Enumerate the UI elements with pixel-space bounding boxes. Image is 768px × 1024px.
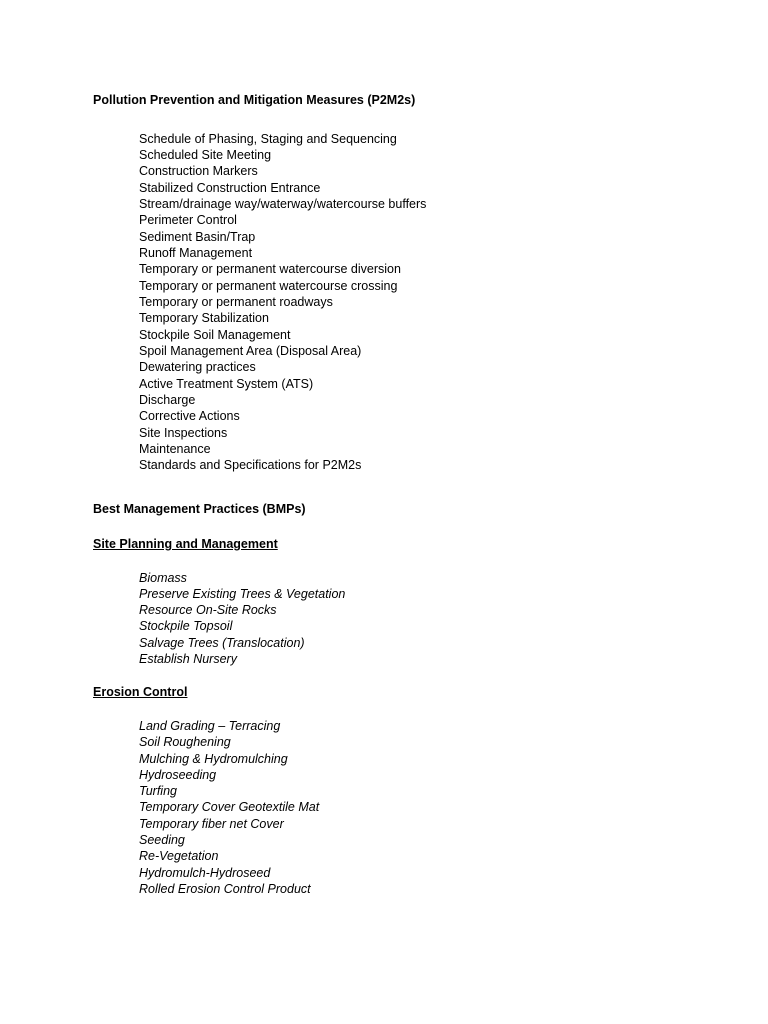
list-item-label: Soil Roughening — [139, 735, 231, 750]
list-item-label: Maintenance — [139, 442, 211, 457]
list-item-label: Temporary Stabilization — [139, 311, 269, 326]
list-item-label: Construction Markers — [139, 164, 258, 179]
list-item-label: Temporary or permanent watercourse diversion — [139, 262, 401, 277]
list-item-label: Seeding — [139, 833, 185, 848]
list-item-label: Scheduled Site Meeting — [139, 147, 272, 162]
list-item-label: Turfing — [139, 784, 177, 799]
list-item-label: Preserve Existing Trees & Vegetation — [139, 586, 346, 601]
p2m2s-heading: Pollution Prevention and Mitigation Measures (P2M2s) — [93, 93, 416, 107]
list-item-label: Hydroseeding — [139, 767, 217, 782]
list-item-label: Temporary or permanent watercourse crossing — [139, 278, 398, 293]
list-item-label: Stabilized Construction Entrance — [139, 180, 321, 195]
list-item-label: Rolled Erosion Control Product — [139, 881, 311, 896]
list-item-label: Dewatering practices — [139, 360, 256, 375]
list-item-label: Temporary fiber net Cover — [139, 816, 284, 831]
list-item-label: Discharge — [139, 393, 196, 407]
list-item-label: Spoil Management Area (Disposal Area) — [139, 343, 362, 358]
list-item-label: Perimeter Control — [139, 213, 237, 228]
list-item-label: Re-Vegetation — [139, 849, 219, 864]
list-item-label: Stream/drainage way/waterway/watercourse buffers — [139, 196, 427, 211]
list-item-label: Salvage Trees (Translocation) — [139, 635, 305, 650]
list-item-label: Active Treatment System (ATS) — [139, 376, 314, 391]
list-item-label: Land Grading – Terracing — [139, 719, 281, 733]
list-item-label: Hydromulch-Hydroseed — [139, 865, 271, 880]
list-item-label: Corrective Actions — [139, 409, 240, 424]
bmps-heading: Best Management Practices (BMPs) — [93, 502, 306, 516]
list-item-label: Site Inspections — [139, 425, 228, 440]
list-item-label: Temporary Cover Geotextile Mat — [139, 800, 320, 815]
erosion-control-heading: Erosion Control — [93, 685, 188, 699]
list-item-label: Resource On-Site Rocks — [139, 603, 277, 618]
list-item-label: Stockpile Topsoil — [139, 619, 233, 634]
list-item-label: Mulching & Hydromulching — [139, 751, 288, 766]
list-item-label: Standards and Specifications for P2M2s — [139, 458, 362, 473]
list-item-label: Biomass — [139, 570, 187, 585]
list-item-label: Temporary or permanent roadways — [139, 294, 333, 309]
list-item-label: Establish Nursery — [139, 651, 237, 666]
list-item-label: Schedule of Phasing, Staging and Sequencing — [139, 131, 397, 146]
list-item-label: Runoff Management — [139, 245, 253, 260]
list-item-label: Sediment Basin/Trap — [139, 229, 256, 244]
site-planning-heading: Site Planning and Management — [93, 537, 278, 551]
list-item-label: Stockpile Soil Management — [139, 327, 291, 342]
